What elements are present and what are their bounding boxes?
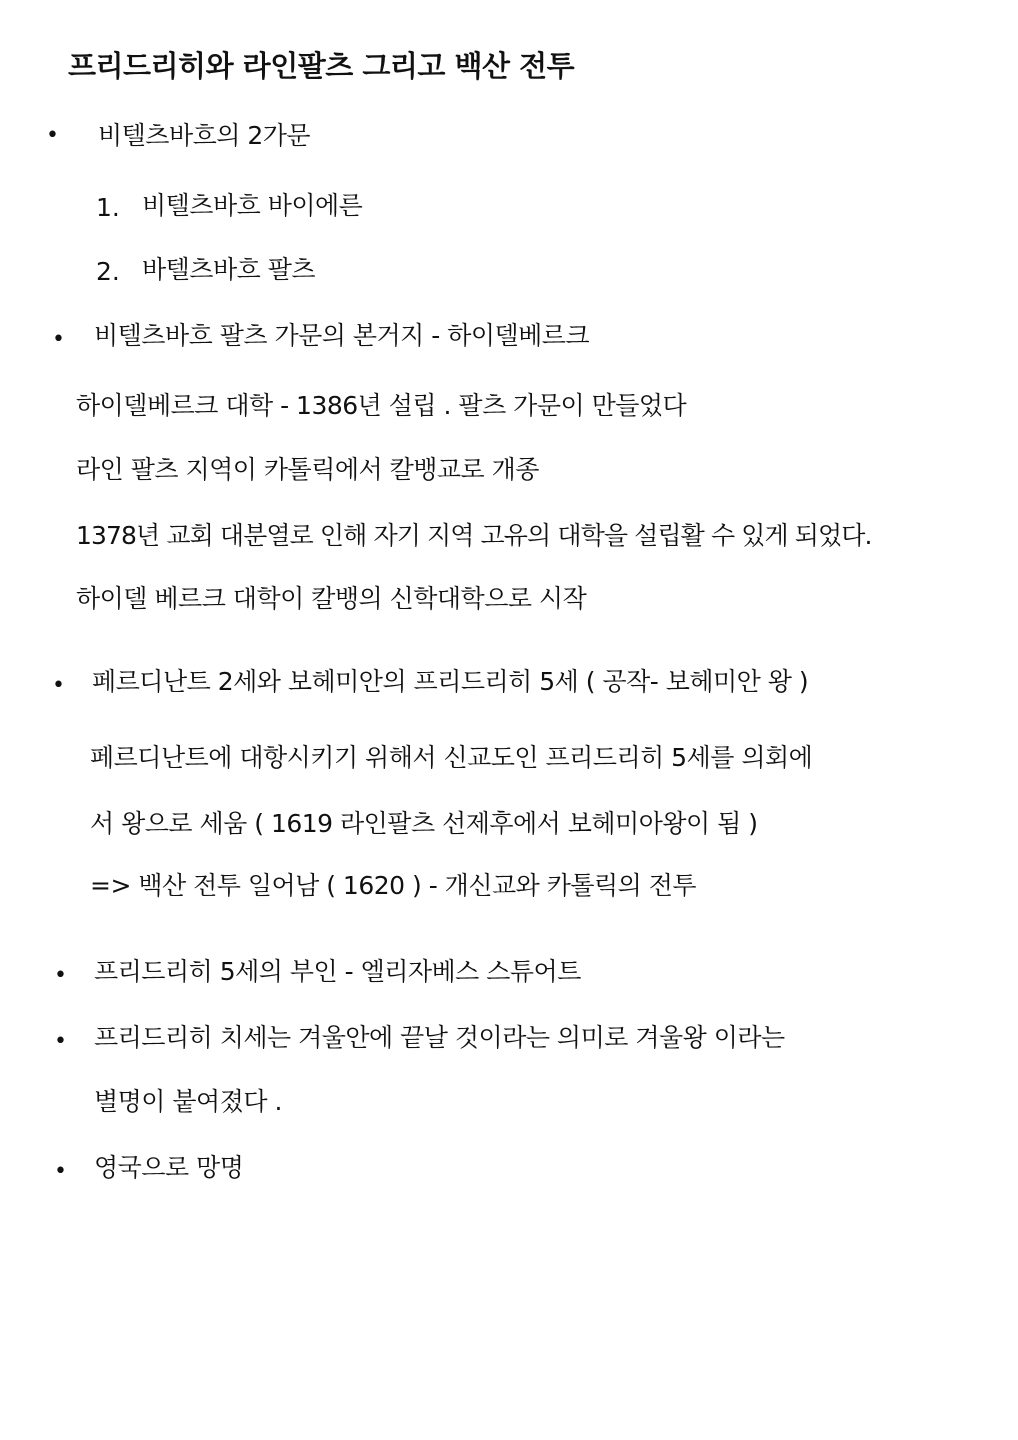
document-title: 프리드리히와 라인팔츠 그리고 백산 전투	[68, 49, 575, 83]
bullet-marker: •	[52, 327, 65, 352]
bullet-item-text: 비텔츠바흐의 2가문	[98, 121, 311, 150]
bullet-item-text: 비텔츠바흐 팔츠 가문의 본거지 - 하이델베르크	[94, 321, 590, 350]
bullet-item-text: 프리드리히 치세는 겨울안에 끝날 것이라는 의미로 겨울왕 이라는	[94, 1023, 785, 1052]
bullet-marker: •	[46, 123, 59, 148]
bullet-item-text-continued: 별명이 붙여졌다 .	[94, 1087, 282, 1116]
paragraph-line: 하이델 베르크 대학이 칼뱅의 신학대학으로 시작	[76, 584, 587, 613]
paragraph-line: 1378년 교회 대분열로 인해 자기 지역 고유의 대학을 설립활 수 있게 되었다.	[76, 521, 872, 550]
bullet-marker: •	[54, 963, 67, 988]
bullet-item-text: 프리드리히 5세의 부인 - 엘리자베스 스튜어트	[94, 957, 581, 986]
paragraph-line: 페르디난트에 대항시키기 위해서 신교도인 프리드리히 5세를 의회에	[90, 743, 813, 772]
bullet-marker: •	[54, 1159, 67, 1184]
paragraph-line: => 백산 전투 일어남 ( 1620 ) - 개신교와 카톨릭의 전투	[90, 871, 697, 900]
list-number: 2.	[96, 257, 120, 286]
bullet-item-text: 페르디난트 2세와 보헤미안의 프리드리히 5세 ( 공작- 보헤미안 왕 )	[92, 667, 809, 696]
paragraph-line: 하이델베르크 대학 - 1386년 설립 . 팔츠 가문이 만들었다	[76, 391, 687, 420]
paragraph-line: 라인 팔츠 지역이 카톨릭에서 칼뱅교로 개종	[76, 455, 539, 484]
bullet-item-text: 영국으로 망명	[94, 1153, 244, 1182]
bullet-marker: •	[54, 1029, 67, 1054]
numbered-item-text: 비텔츠바흐 바이에른	[142, 191, 363, 220]
paragraph-line: 서 왕으로 세움 ( 1619 라인팔츠 선제후에서 보헤미아왕이 됨 )	[90, 809, 758, 838]
bullet-marker: •	[52, 673, 65, 698]
numbered-item-text: 바텔츠바흐 팔츠	[142, 255, 315, 284]
list-number: 1.	[96, 193, 120, 222]
